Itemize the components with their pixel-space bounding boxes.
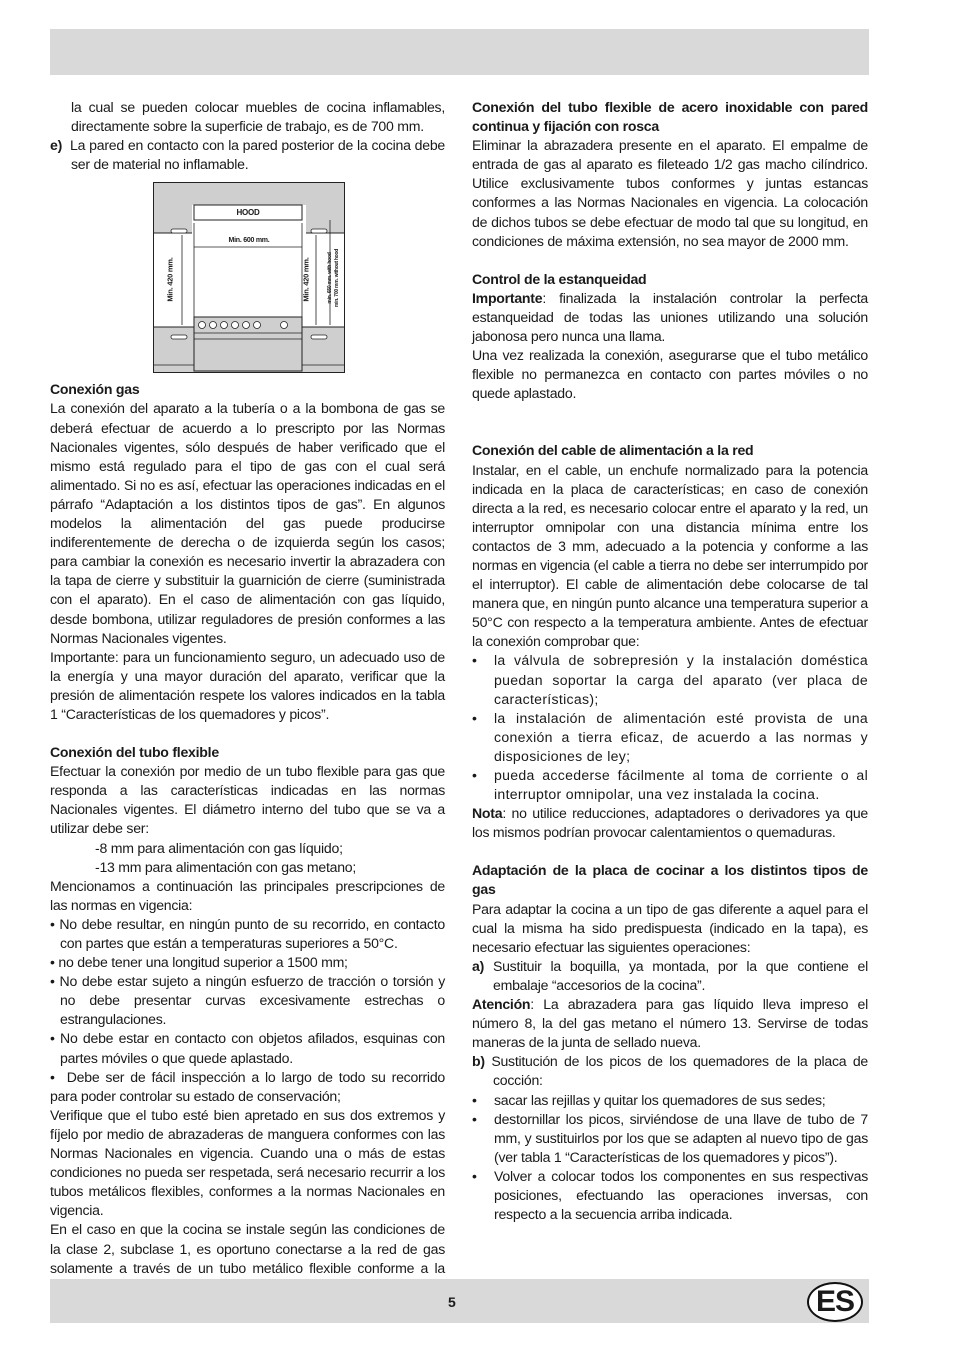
cable-title: Conexión del cable de alimentación a la red xyxy=(472,442,754,459)
seal-important-label: Importante xyxy=(472,289,543,306)
note-label: Nota xyxy=(472,805,503,822)
adapt-attention xyxy=(472,995,868,1052)
cable-bullet-3: • pueda accederse fácilmente al toma de corriente o al interruptor omnipolar, una vez instalada la cocina. xyxy=(472,766,868,804)
note-paragraph xyxy=(472,804,868,842)
gas-paragraph-2: Importante: para un funcionamiento seguro, un adecuado uso de la energía y una mayor duración del aparato, verificar que la presión de alimentación respete los valores indicados en la tabla 1 “Características de los quemadores y picos”. xyxy=(50,648,445,722)
right-column xyxy=(472,98,868,1224)
cable-bullet-2: • la instalación de alimentación esté provista de una conexión a tierra eficaz, de acuerdo a las normas y disposiciones de ley; xyxy=(472,709,868,766)
page-number: 5 xyxy=(448,1294,456,1310)
item-e xyxy=(50,136,445,174)
flex-bullet-1-text: No debe resultar, en ningún punto de su recorrido, en contacto con partes que están a temperaturas superiores a 50°C. xyxy=(59,915,445,951)
adapt-step-a xyxy=(472,957,868,995)
flex-bullet-1: • No debe resultar, en ningún punto de su recorrido, en contacto con partes que están a temperaturas superiores a 50°C. xyxy=(50,915,445,951)
gas-title: Conexión gas xyxy=(50,381,140,398)
flex-bullet-5-text: Debe ser de fácil inspección a lo largo de todo su recorrido para poder controlar su estado de conservación; xyxy=(50,1068,445,1104)
flex-bullet-3-text: No debe estar sujeto a ningún esfuerzo de tracción o torsión y no debe presentar curvas excesivamente estrechas o estrangulaciones. xyxy=(59,973,445,1028)
seal-paragraph-1-text: : finalizada la instalación controlar la perfecta estanqueidad de todas las uniones utilizando una solución jabonosa pero nunca una llama. xyxy=(472,289,868,345)
flex-bullet-2: • no debe tener una longitud superior a 1500 mm; xyxy=(50,954,348,971)
note-650-label: min. 650 mm. with hood xyxy=(327,252,333,304)
adapt-step-b-text: Sustitución de los picos de los quemadores de la placa de cocción: xyxy=(491,1053,869,1089)
item-e-text: La pared en contacto con la pared posterior de la cocina debe ser de material no inflamable. xyxy=(70,137,445,173)
adapt-step-b xyxy=(472,1052,868,1090)
seal-title: Control de la estanqueidad xyxy=(472,270,647,287)
note-text: : no utilice reducciones, adaptadores o derivadores ya que los mismos podrían provocar calentamientos o quemaduras. xyxy=(472,805,868,841)
flex-paragraph-4: En el caso en que la cocina se instale según las condiciones de la clase 2, subclase 1, es oportuno conectarse a la red de gas solamente a través de un tubo metálico flexible conforme a la xyxy=(50,1221,445,1276)
item-e-label: e) xyxy=(50,137,63,154)
flex-bullet-5: • Debe ser de fácil inspección a lo largo de todo su recorrido para poder controlar su estado de conservación; xyxy=(50,1068,445,1104)
adapt-step-b-label: b) xyxy=(472,1053,485,1070)
footer-bar xyxy=(50,1279,869,1323)
flex-diameter-1: -8 mm para alimentación con gas líquido; xyxy=(95,839,343,856)
language-badge: ES xyxy=(807,1282,863,1322)
steel-paragraph: Eliminar la abrazadera presente en el aparato. El empalme de entrada de gas al aparato es fileteado 1/2 gas macho cilíndrico. Utilice exclusivamente tubos conformes y juntas estancas conformes a las Normas Nacionales en vigencia. La colocación de dichos tubos se debe efectuar de modo tal que su longitud, en condiciones de máxima extensión, no sea mayor de 2000 mm. xyxy=(472,137,868,249)
flex-diameter-2: -13 mm para alimentación con gas metano; xyxy=(95,858,357,875)
cable-paragraph: Instalar, en el cable, un enchufe normalizado para la potencia indicada en la placa de características; en caso de conexión directa a la red, es necesario colocar entre el aparato y la red, un interruptor omnipolar con una distancia mínima entre los contactos de 3 mm, adecuado a la potencia y conforme a las normas en vigencia (el cable a tierra no debe ser interrumpido por el interruptor). El cable de alimentación debe colocarse de tal manera que, en ningún punto alcance una temperatura superior a 50°C con respecto a la temperatura ambiente. Antes de efectuar la conexión comprobar que: xyxy=(472,461,868,650)
hood-label: HOOD xyxy=(236,208,260,218)
adapt-title: Adaptación de la placa de cocinar a los distintos tipos de gas xyxy=(472,862,868,898)
adapt-step-a-text: Sustituir la boquilla, ya montada, por la que contiene el embalaje “accesorios de la cocina”. xyxy=(492,957,868,993)
adapt-attention-label: Atención xyxy=(472,996,531,1013)
flex-bullet-3: • No debe estar sujeto a ningún esfuerzo de tracción o torsión y no debe presentar curvas excesivamente estrechas o estrangulaciones. xyxy=(50,973,445,1028)
flex-bullet-4: • No debe estar en contacto con objetos afilados, esquinas con partes móviles o que quede aplastado. xyxy=(50,1030,445,1066)
flex-bullet-4-text: No debe estar en contacto con objetos afilados, esquinas con partes móviles o que quede aplastado. xyxy=(60,1030,445,1066)
min-600-label: Min. 600 mm. xyxy=(228,237,270,245)
installation-diagram xyxy=(153,182,345,373)
adapt-bullet-3: • Volver a colocar todos los componentes en sus respectivas posiciones, efectuando las operaciones inversas, con respecto a la secuencia arriba indicada. xyxy=(472,1167,868,1224)
steel-title: Conexión del tubo flexible de acero inoxidable con pared continua y fijación con rosca xyxy=(472,99,868,135)
adapt-step-a-label: a) xyxy=(472,957,485,974)
flex-paragraph-3: Verifique que el tubo esté bien apretado en sus dos extremos y fíjelo por medio de abrazaderas de manguera conformes con las Normas Nacionales en vigencia. Cuando una o más de estas condiciones no pueda ser respetada, será necesario recurrir a los tubos metálicos flexibles, conformes a la normas Nacionales en vigencia. xyxy=(50,1106,445,1219)
cable-bullet-1: • la válvula de sobrepresión y la instalación doméstica puedan soportar la carga del aparato (ver placa de características); xyxy=(472,651,868,708)
flex-paragraph-2: Mencionamos a continuación las principales prescripciones de las normas en vigencia: xyxy=(50,877,445,913)
seal-paragraph-1 xyxy=(472,289,868,346)
seal-paragraph-2: Una vez realizada la conexión, asegurarse que el tubo metálico flexible no permanezca en contacto con partes móviles o no quede aplastado. xyxy=(472,347,868,402)
min-420-right-label: Min. 420 mm. xyxy=(301,257,311,302)
flex-title: Conexión del tubo flexible xyxy=(50,744,219,761)
gas-paragraph-1: La conexión del aparato a la tubería o a la bombona de gas se deberá efectuar de acuerdo a lo prescripto por las Normas Nacionales vigentes, sólo después de haber verificado que el mismo está regulado para el tipo de gas con el cual será alimentado. Si no es así, efectuar las operaciones indicadas en el párrafo “Adaptación a los distintos tipos de gas”. En algunos modelos la alimentación del gas puede producirse indiferentemente de derecha o de izquierda según los casos; para cambiar la conexión es necesario invertir la abrazadera con la tapa de cierre y substituir la guarnición de cierre (suministrada con el aparato). En el caso de alimentación con gas líquido, desde bombona, utilizar reguladores de presión conformes a las Normas Nacionales vigentes. xyxy=(50,400,445,646)
header-bar xyxy=(50,29,869,75)
note-700-label: min. 700 mm. without hood xyxy=(334,249,340,308)
adapt-bullet-2: • destornillar los picos, sirviéndose de una llave de tubo de 7 mm, y sustituirlos por los que se adapten al nuevo tipo de gas (ver tabla 1 “Características de los quemadores y picos”). xyxy=(472,1110,868,1167)
left-column xyxy=(50,98,445,1297)
min-420-left-label: Min. 420 mm. xyxy=(165,257,175,302)
adapt-bullet-1: • sacar las rejillas y quitar los quemadores de sus sedes; xyxy=(472,1091,868,1110)
adapt-paragraph: Para adaptar la cocina a un tipo de gas diferente a aquel para el cual la misma ha sido predispuesta (indicado en la tapa), es necesario efectuar las siguientes operaciones: xyxy=(472,900,868,955)
flex-paragraph-1: Efectuar la conexión por medio de un tubo flexible para gas que responda a las características indicadas en las normas Nacionales vigentes. El diámetro interno del tubo que se va a utilizar debe ser: xyxy=(50,763,445,837)
adapt-attention-text: : La abrazadera para gas líquido lleva impreso el número 8, la del gas metano el número 13. Servirse de todas maneras de la junta de sellado nueva. xyxy=(472,996,868,1051)
intro-continuation: la cual se pueden colocar muebles de cocina inflamables, directamente sobre la superficie de trabajo, es de 700 mm. xyxy=(71,99,445,135)
flex-bullet-2-text: no debe tener una longitud superior a 1500 mm; xyxy=(58,954,348,971)
